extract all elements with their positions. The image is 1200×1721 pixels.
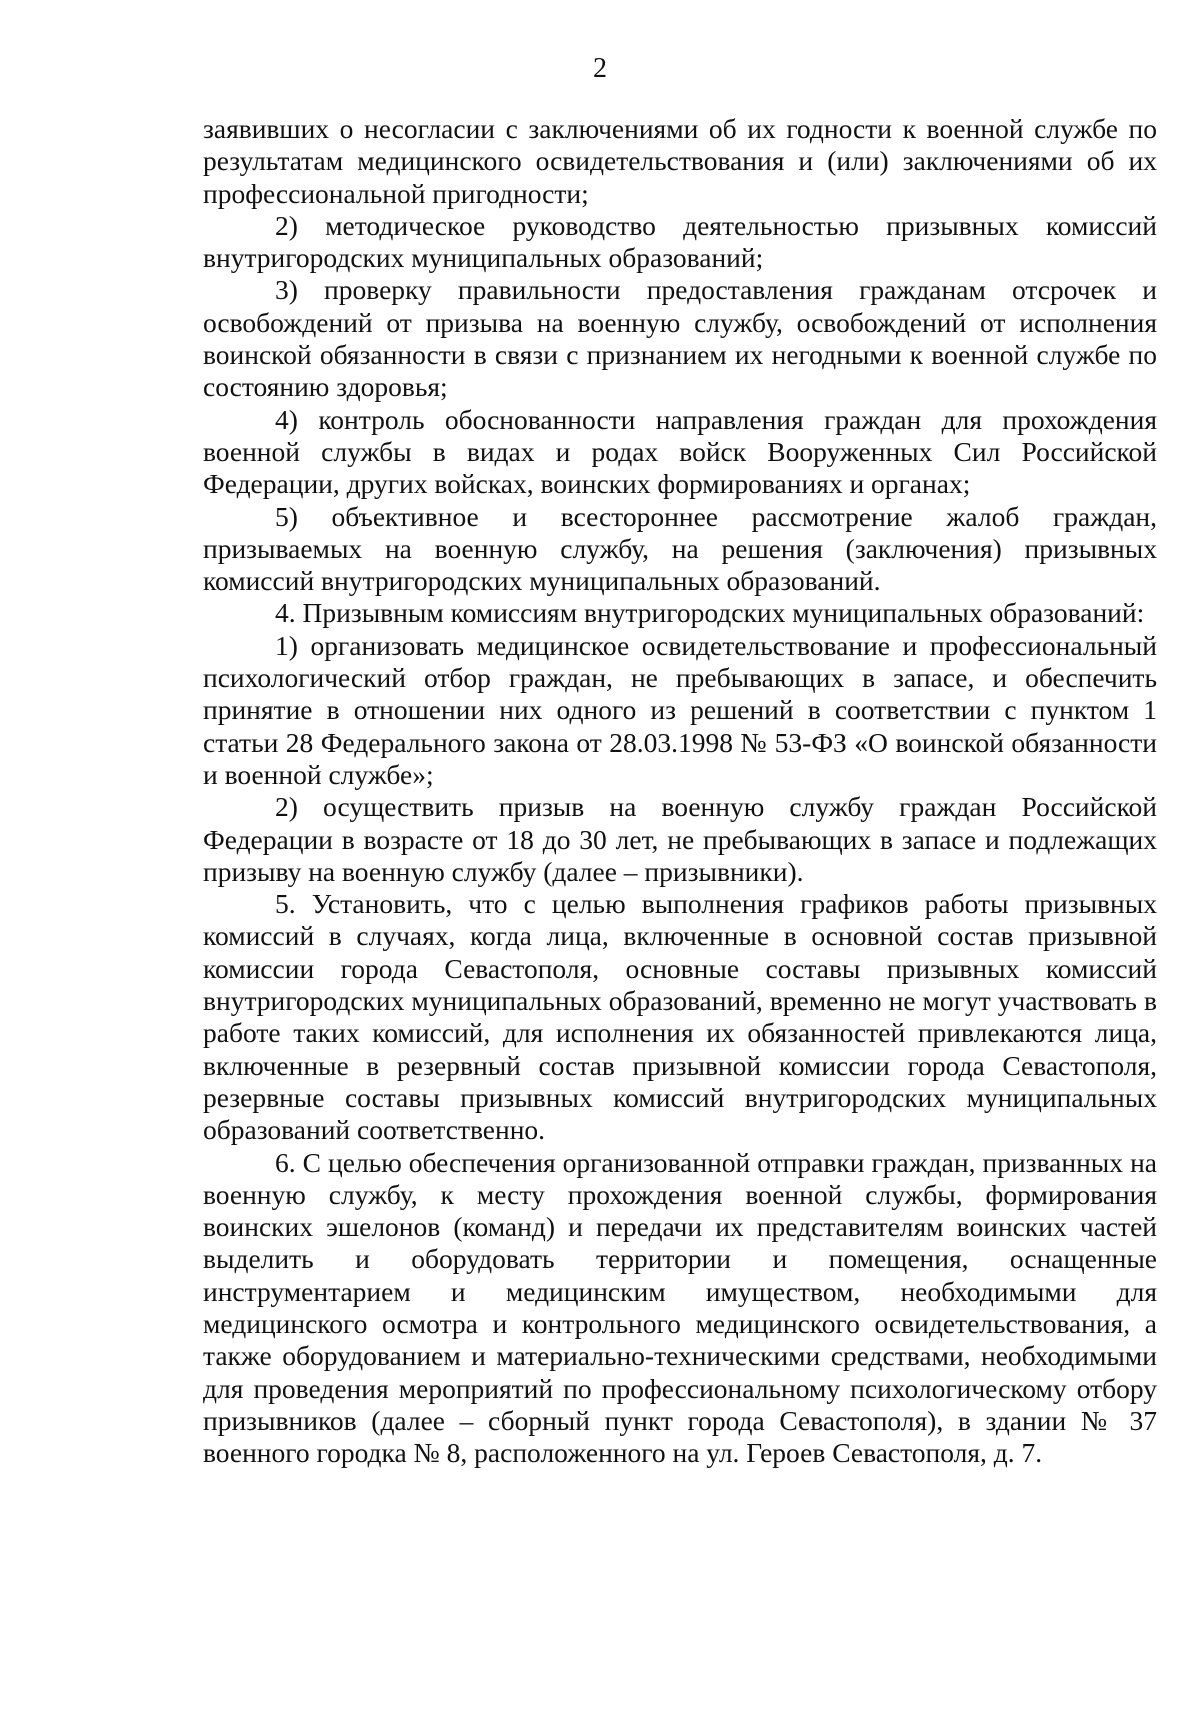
paragraph-section-4-item-2: 2) осуществить призыв на военную службу граждан Российской Федерации в возрасте от 18 до 30 лет, не пребывающих в запасе и подлежащих призыву на военную службу (далее – призывники). — [203, 791, 1157, 887]
paragraph-item-2: 2) методическое руководство деятельностью призывных комиссий внутригородских муниципальных образований; — [203, 209, 1157, 274]
page-number: 2 — [593, 53, 607, 84]
paragraph-continuation: заявивших о несогласии с заключениями об их годности к военной службе по результатам медицинского освидетельствования и (или) заключениями об их профессиональной пригодности; — [203, 113, 1157, 209]
document-body — [203, 113, 1157, 1469]
paragraph-item-5: 5) объективное и всестороннее рассмотрение жалоб граждан, призываемых на военную службу, на решения (заключения) призывных комиссий внутригородских муниципальных образований. — [203, 500, 1157, 597]
paragraph-item-4: 4) контроль обоснованности направления граждан для прохождения военной службы в видах и родах войск Вооруженных Сил Российской Федерации, других войсках, воинских формированиях и органах; — [203, 403, 1157, 500]
paragraph-item-3: 3) проверку правильности предоставления гражданам отсрочек и освобождений от призыва на военную службу, освобождений от исполнения воинской обязанности в связи с признанием их негодными к военной службе по состоянию здоровья; — [203, 274, 1157, 403]
paragraph-section-6: 6. С целью обеспечения организованной отправки граждан, призванных на военную службу, к месту прохождения военной службы, формирования воинских эшелонов (команд) и передачи их представителям воинских частей выделить и оборудовать территории и помещения, оснащенные инструментарием и медицинским имуществом, необходимыми для медицинского осмотра и контрольного медицинского освидетельствования, а также оборудованием и материально-техническими средствами, необходимыми для проведения мероприятий по профессиональному психологическому отбору призывников (далее – сборный пункт города Севастополя), в здании № 37 военного городка № 8, расположенного на ул. Героев Севастополя, д. 7. — [203, 1146, 1157, 1469]
paragraph-section-5: 5. Установить, что с целью выполнения графиков работы призывных комиссий в случаях, когда лица, включенные в основной состав призывной комиссии города Севастополя, основные составы призывных комиссий внутригородских муниципальных образований, временно не могут участвовать в работе таких комиссий, для исполнения их обязанностей привлекаются лица, включенные в резервный состав призывной комиссии города Севастополя, резервные составы призывных комиссий внутригородских муниципальных образований соответственно. — [203, 888, 1157, 1146]
paragraph-section-4: 4. Призывным комиссиям внутригородских муниципальных образований: — [275, 597, 1145, 629]
paragraph-section-4-item-1: 1) организовать медицинское освидетельствование и профессиональный психологический отбор граждан, не пребывающих в запасе, и обеспечить принятие в отношении них одного из решений в соответствии с пунктом 1 статьи 28 Федерального закона от 28.03.1998 № 53-ФЗ «О воинской обязанности и военной службе»; — [203, 629, 1157, 790]
